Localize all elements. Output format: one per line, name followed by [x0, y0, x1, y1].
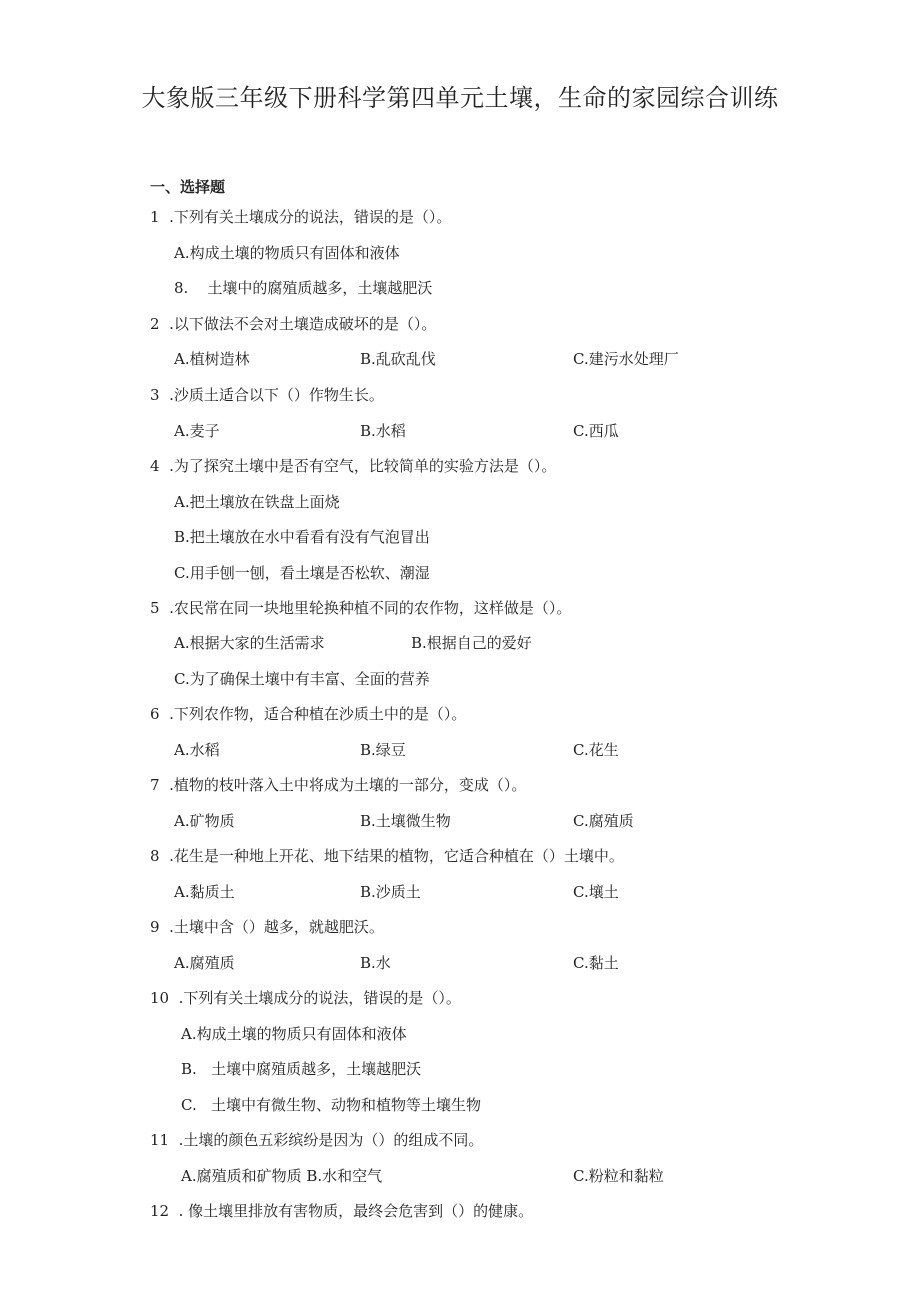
option-5-c: C.为了确保土壤中有丰富、全面的营养	[174, 670, 430, 688]
option-4-b: B.把土壤放在水中看看有没有气泡冒出	[174, 528, 430, 546]
option-2-c: C.建污水处理厂	[573, 350, 679, 368]
question-7: 7 .植物的枝叶落入土中将成为土壤的一部分，变成（）。	[150, 776, 527, 794]
option-9-a: A.腐殖质	[174, 954, 235, 972]
option-8-b: B.沙质土	[360, 883, 421, 901]
option-5-a: A.根据大家的生活需求	[174, 634, 325, 652]
option-9-c: C.黏土	[573, 954, 619, 972]
question-6: 6 .下列农作物，适合种植在沙质土中的是（）。	[150, 705, 467, 723]
option-1-a: A.构成土壤的物质只有固体和液体	[174, 244, 400, 262]
question-1: 1 .下列有关土壤成分的说法，错误的是（）。	[150, 208, 452, 226]
option-4-c: C.用手刨一刨，看土壤是否松软、潮湿	[174, 564, 430, 582]
question-12: 12 . 像土壤里排放有害物质，最终会危害到（）的健康。	[150, 1202, 534, 1220]
option-6-a: A.水稻	[174, 741, 220, 759]
option-6-c: C.花生	[573, 741, 619, 759]
option-8-c: C.壤土	[573, 883, 619, 901]
option-3-a: A.麦子	[174, 422, 220, 440]
option-6-b: B.绿豆	[360, 741, 406, 759]
option-10-a: A.构成土壤的物质只有固体和液体	[181, 1025, 407, 1043]
option-1-b: 8. 土壤中的腐殖质越多，土壤越肥沃	[174, 279, 433, 297]
question-4: 4 .为了探究土壤中是否有空气，比较简单的实验方法是（）。	[150, 457, 557, 475]
option-3-c: C.西瓜	[573, 422, 619, 440]
option-7-c: C.腐殖质	[573, 812, 634, 830]
option-3-b: B.水稻	[360, 422, 406, 440]
document-title: 大象版三年级下册科学第四单元土壤，生命的家园综合训练	[141, 84, 779, 112]
option-10-c: C. 土壤中有微生物、动物和植物等土壤生物	[181, 1096, 482, 1114]
option-7-a: A.矿物质	[174, 812, 235, 830]
question-3: 3 .沙质土适合以下（）作物生长。	[150, 386, 384, 404]
section-heading: 一、选择题	[150, 178, 226, 196]
question-11: 11 .土壤的颜色五彩缤纷是因为（）的组成不同。	[150, 1131, 484, 1149]
option-9-b: B.水	[360, 954, 391, 972]
option-10-b: B. 土壤中腐殖质越多，土壤越肥沃	[181, 1060, 422, 1078]
question-8: 8 .花生是一种地上开花、地下结果的植物，它适合种植在（）土壤中。	[150, 847, 624, 865]
question-10: 10 .下列有关土壤成分的说法，错误的是（）。	[150, 989, 461, 1007]
option-11-ab: A.腐殖质和矿物质 B.水和空气	[181, 1167, 383, 1185]
option-11-c: C.粉粒和黏粒	[573, 1167, 664, 1185]
question-2: 2 .以下做法不会对土壤造成破坏的是（）。	[150, 315, 437, 333]
option-5-b: B.根据自己的爱好	[411, 634, 532, 652]
option-2-b: B.乱砍乱伐	[360, 350, 436, 368]
question-9: 9 .土壤中含（）越多，就越肥沃。	[150, 918, 384, 936]
question-5: 5 .农民常在同一块地里轮换种植不同的农作物，这样做是（）。	[150, 599, 572, 617]
option-7-b: B.土壤微生物	[360, 812, 451, 830]
option-8-a: A.黏质土	[174, 883, 235, 901]
option-4-a: A.把土壤放在铁盘上面烧	[174, 493, 340, 511]
option-2-a: A.植树造林	[174, 350, 250, 368]
